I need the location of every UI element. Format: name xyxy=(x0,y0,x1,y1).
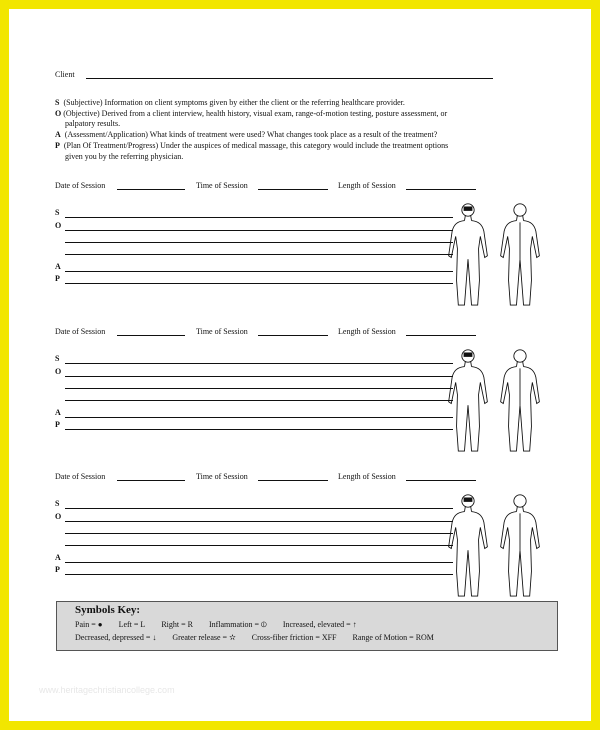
body-back-icon xyxy=(501,495,540,596)
a-label: A xyxy=(55,408,61,417)
body-front-icon xyxy=(449,495,488,596)
a-label: A xyxy=(55,262,61,271)
date-of-session-label: Date of Session xyxy=(55,181,106,190)
symbols-key xyxy=(56,601,558,651)
a-label: A xyxy=(55,553,61,562)
p-notes-line[interactable] xyxy=(65,283,453,284)
o-notes-line[interactable] xyxy=(65,545,453,546)
time-of-session-field[interactable] xyxy=(258,480,328,481)
time-of-session-label: Time of Session xyxy=(196,327,248,336)
body-front-icon xyxy=(449,350,488,451)
symbols-key-row-1: Pain = ● Left = L Right = R Inflammation = ⦶ Increased, elevated = ↑ xyxy=(75,620,357,629)
o-notes-line[interactable] xyxy=(65,242,453,243)
a-notes-line[interactable] xyxy=(65,271,453,272)
s-label: S xyxy=(55,208,60,217)
o-label: O xyxy=(55,367,62,376)
a-notes-line[interactable] xyxy=(65,417,453,418)
watermark: www.heritagechristiancollege.com xyxy=(39,685,175,695)
length-of-session-label: Length of Session xyxy=(338,472,396,481)
p-label: P xyxy=(55,274,60,283)
body-diagram[interactable] xyxy=(439,492,549,602)
s-notes-line[interactable] xyxy=(65,217,453,218)
o-notes-line[interactable] xyxy=(65,400,453,401)
o-notes-line[interactable] xyxy=(65,230,453,231)
o-label: O xyxy=(55,512,62,521)
o-label: O xyxy=(55,221,62,230)
p-notes-line[interactable] xyxy=(65,429,453,430)
length-of-session-field[interactable] xyxy=(406,335,476,336)
client-field[interactable] xyxy=(86,78,493,79)
s-notes-line[interactable] xyxy=(65,508,453,509)
o-notes-line[interactable] xyxy=(65,521,453,522)
length-of-session-label: Length of Session xyxy=(338,327,396,336)
date-of-session-field[interactable] xyxy=(117,189,185,190)
o-notes-line[interactable] xyxy=(65,254,453,255)
soap-notes-form: Client S (Subjective) Information on client symptoms given by either the client or the referring healthcare provider. O (Objective) Derived from a client interview, health history, visual exam, range-of-motion testing, posture assessment, or palpatory results. A (Assessment/Application) What kinds of treatment were used? What changes took place as a result of the treatment? P (Plan Of Treatment/Progress) Under the auspices of medical massage, this category would include the treatment options given you by the referring physician. Date of Session Time of Session Length of Session S O A P Date of Session Time of Session Length of Session S O A P Date of Session Time of Session Length of Session S O A P Symbols Key: Pain = ● Left = L Right = R Inflammation = ⦶ Increased, elevated = ↑ Decreased, depressed = ↓ Greater release = ✫ Cross-fiber friction = XFF Range of Motion = ROM www.heritagechristiancollege.com xyxy=(9,9,591,721)
length-of-session-label: Length of Session xyxy=(338,181,396,190)
a-notes-line[interactable] xyxy=(65,562,453,563)
time-of-session-label: Time of Session xyxy=(196,181,248,190)
client-label: Client xyxy=(55,70,75,79)
p-label: P xyxy=(55,565,60,574)
body-diagram[interactable] xyxy=(439,347,549,457)
date-of-session-field[interactable] xyxy=(117,335,185,336)
body-front-icon xyxy=(449,204,488,305)
o-notes-line[interactable] xyxy=(65,388,453,389)
length-of-session-field[interactable] xyxy=(406,480,476,481)
body-diagram[interactable] xyxy=(439,201,549,311)
length-of-session-field[interactable] xyxy=(406,189,476,190)
s-label: S xyxy=(55,499,60,508)
p-label: P xyxy=(55,420,60,429)
symbols-key-row-2: Decreased, depressed = ↓ Greater release = ✫ Cross-fiber friction = XFF Range of Motion = ROM xyxy=(75,633,434,642)
s-label: S xyxy=(55,354,60,363)
time-of-session-field[interactable] xyxy=(258,189,328,190)
p-notes-line[interactable] xyxy=(65,574,453,575)
time-of-session-label: Time of Session xyxy=(196,472,248,481)
body-back-icon xyxy=(501,350,540,451)
time-of-session-field[interactable] xyxy=(258,335,328,336)
body-back-icon xyxy=(501,204,540,305)
o-notes-line[interactable] xyxy=(65,533,453,534)
s-notes-line[interactable] xyxy=(65,363,453,364)
date-of-session-field[interactable] xyxy=(117,480,185,481)
date-of-session-label: Date of Session xyxy=(55,472,106,481)
symbols-key-title: Symbols Key: xyxy=(75,604,141,616)
date-of-session-label: Date of Session xyxy=(55,327,106,336)
o-notes-line[interactable] xyxy=(65,376,453,377)
